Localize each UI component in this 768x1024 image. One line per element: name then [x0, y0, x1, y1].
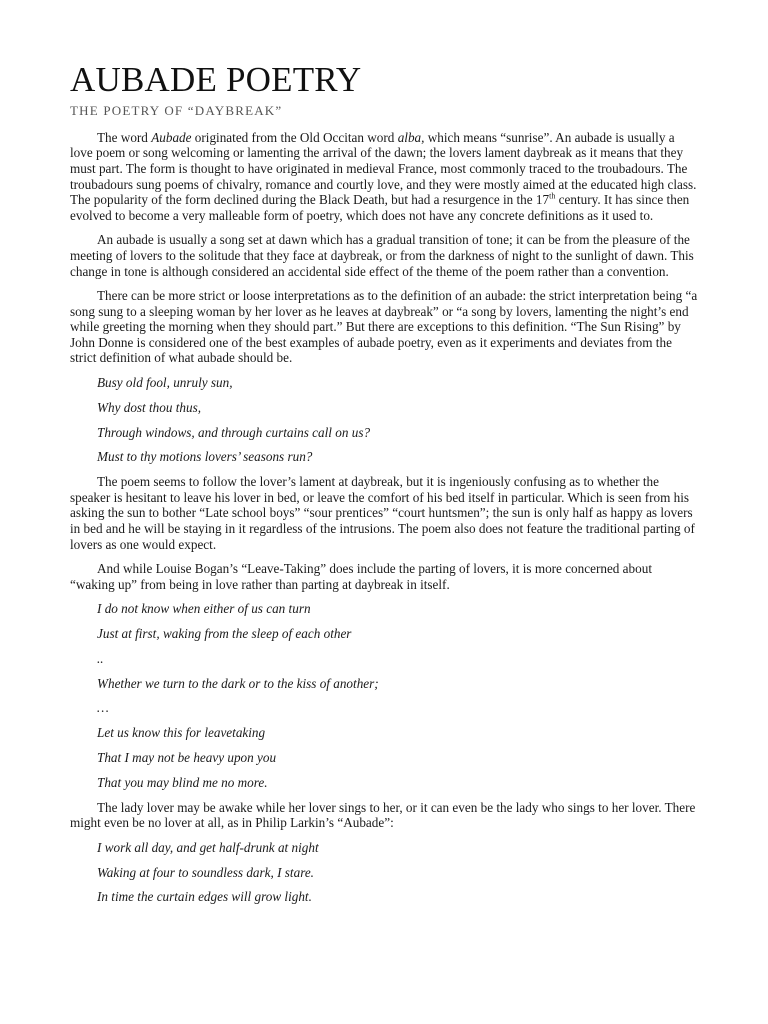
verse-line: Waking at four to soundless dark, I stare. — [97, 864, 314, 880]
verse-line: Just at first, waking from the sleep of each other — [97, 626, 352, 642]
verse-line: I do not know when either of us can turn — [97, 601, 311, 617]
text-run: century. It has since then evolved to become a very malleable form of poetry, which does not have any concrete definitions as it used to. — [70, 192, 690, 223]
paragraph-tone: An aubade is usually a song set at dawn which has a gradual transition of tone; it can be from the pleasure of the meeting of lovers to the solitude that they face at daybreak, or from the darkness of night to the sunlight of dawn. This change in tone is although considered an accidental side effect of the theme of the poem rather than a convention. — [70, 232, 694, 279]
text-run: originated from the Old Occitan word — [191, 129, 398, 145]
verse-line: … — [97, 700, 109, 716]
italic-term: alba, — [397, 129, 425, 145]
verse-line: I work all day, and get half-drunk at night — [97, 839, 319, 855]
verse-line: Must to thy motions lovers’ seasons run? — [97, 449, 313, 465]
verse-line: .. — [97, 650, 104, 666]
text-run: which means “sunrise”. An aubade is usually a love poem or song welcoming or lamenting the arrival of the dawn; the lovers lament daybreak as it means that they must part. The form is thought to have originated in medieval France, most commonly traced to the troubadours. The troubadours sung poems of chivalry, romance and courtly love, and they were mostly aimed at the educated high class. The popularity of the form declined during the Black Death, but had a resurgence in the 17 — [70, 129, 697, 208]
verse-line: Through windows, and through curtains call on us? — [97, 424, 371, 440]
superscript: th — [549, 191, 556, 201]
paragraph-donne: The poem seems to follow the lover’s lament at daybreak, but it is ingeniously confusing as to whether the speaker is hesitant to leave his lover in bed, or leave the comfort of his bed itself in particular. Which is seen from his asking the sun to bother “Late school boys” “sour prentices” “court huntsmen”; the sun is only half as happy as lovers in bed and he will be staying in it regardless of the intrusions. The poem also does not feature the traditional parting of lovers as one would expect. — [70, 474, 695, 552]
paragraph-definition: There can be more strict or loose interpretations as to the definition of an aubade: the strict interpretation being “a song sung to a sleeping woman by her lover as he leaves at daybreak” or “a song by lovers, lamenting the night’s end while greeting the morning when they should part.” But there are exceptions to this definition. “The Sun Rising” by John Donne is considered one of the best examples of aubade poetry, even as it experiments and deviates from the strict definition of what aubade should be. — [70, 288, 698, 366]
verse-line: That you may blind me no more. — [97, 774, 268, 790]
verse-line: Why dost thou thus, — [97, 399, 202, 415]
text-run: The word — [97, 129, 152, 145]
verse-line: That I may not be heavy upon you — [97, 750, 277, 766]
italic-term: Aubade — [151, 129, 192, 145]
verse-line: In time the curtain edges will grow light. — [97, 889, 312, 905]
paragraph-bogan: And while Louise Bogan’s “Leave-Taking” does include the parting of lovers, it is more concerned about “waking up” from being in love rather than parting at daybreak in itself. — [70, 561, 652, 592]
verse-line: Whether we turn to the dark or to the kiss of another; — [97, 675, 379, 691]
paragraph-intro — [70, 130, 698, 224]
page-subtitle: THE POETRY OF “DAYBREAK” — [70, 102, 283, 118]
verse-line: Let us know this for leavetaking — [97, 725, 266, 741]
paragraph-larkin: The lady lover may be awake while her lover sings to her, or it can even be the lady who sings to her lover. There might even be no lover at all, as in Philip Larkin’s “Aubade”: — [70, 799, 696, 831]
page-title: AUBADE POETRY — [70, 60, 362, 99]
verse-line: Busy old fool, unruly sun, — [97, 375, 233, 391]
